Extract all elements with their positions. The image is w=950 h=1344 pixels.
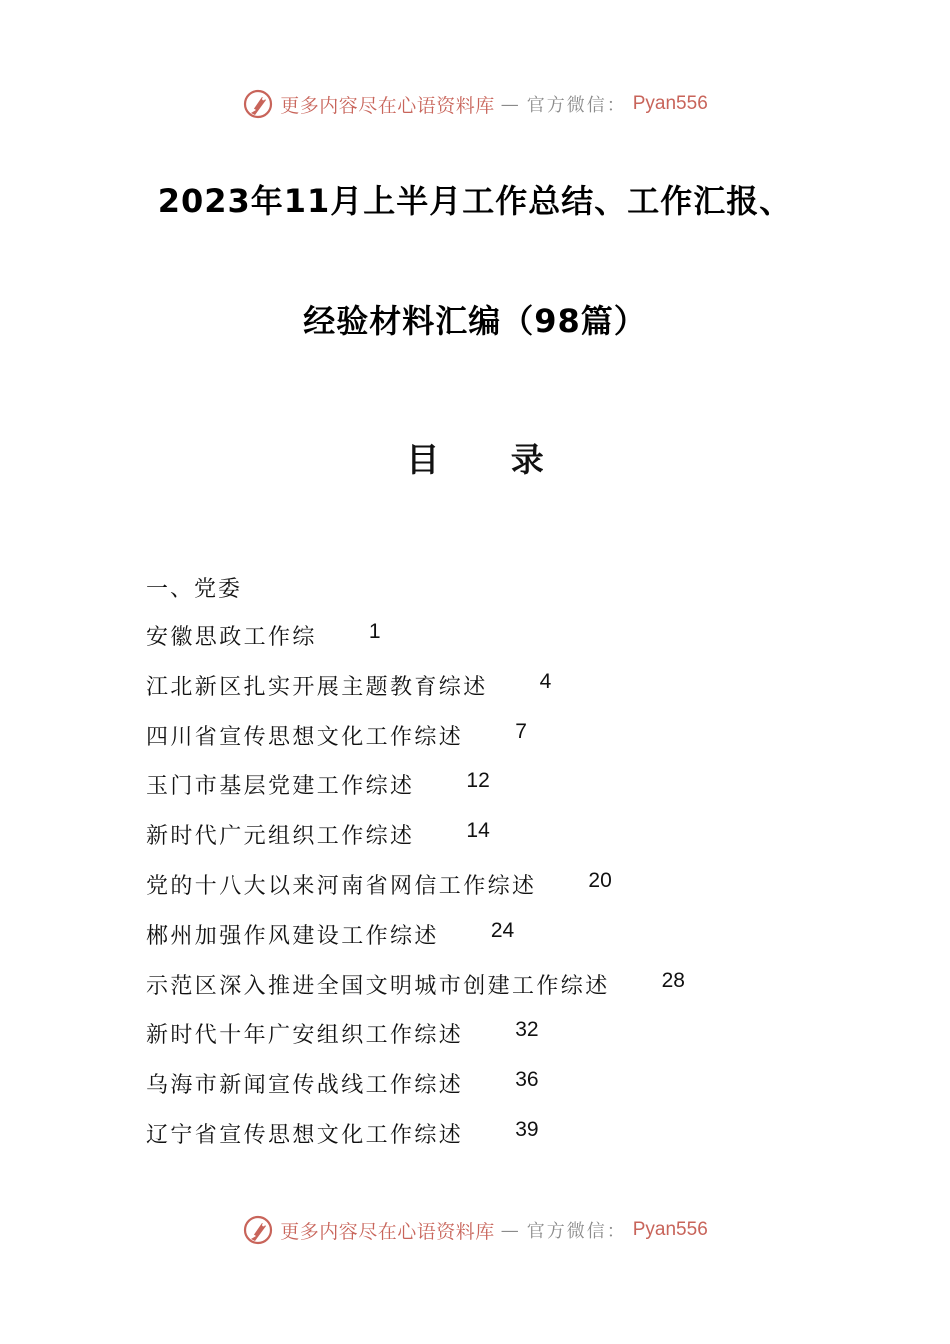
toc-entry-page: 14 xyxy=(466,819,490,843)
document-title-line-2: 经验材料汇编（98篇） xyxy=(303,302,647,340)
toc-entry-page: 36 xyxy=(515,1068,539,1092)
toc-entry-title[interactable]: 江北新区扎实开展主题教育综述 xyxy=(146,674,488,700)
toc-entry[interactable] xyxy=(146,919,685,969)
toc-entry-title[interactable]: 新时代十年广安组织工作综述 xyxy=(146,1023,464,1049)
toc-entry[interactable] xyxy=(146,869,685,919)
toc-entry[interactable] xyxy=(146,769,685,819)
toc-entry-page: 20 xyxy=(588,868,612,892)
document-title-line-1: 2023年11月上半月工作总结、工作汇报、 xyxy=(157,182,793,220)
toc-entry-title[interactable]: 郴州加强作风建设工作综述 xyxy=(146,923,439,949)
toc-entry[interactable] xyxy=(146,670,685,720)
toc-entry-page: 32 xyxy=(515,1018,539,1042)
toc-entry-title[interactable]: 乌海市新闻宣传战线工作综述 xyxy=(146,1073,464,1099)
toc-entry-title[interactable]: 玉门市基层党建工作综述 xyxy=(146,774,415,800)
toc-entry-page: 39 xyxy=(515,1117,539,1141)
toc-entry-title[interactable]: 安徽思政工作综 xyxy=(146,625,317,650)
header-watermark xyxy=(0,84,950,124)
pen-nib-logo-icon xyxy=(242,1214,274,1246)
toc-entry-page: 28 xyxy=(661,968,685,992)
toc-entry[interactable] xyxy=(146,1118,685,1168)
toc-entry[interactable] xyxy=(146,720,685,770)
toc-entry-page: 4 xyxy=(539,669,552,693)
pen-nib-logo-icon xyxy=(242,88,274,120)
toc-entry-title[interactable]: 新时代广元组织工作综述 xyxy=(146,824,415,850)
watermark-separator: — xyxy=(500,93,521,115)
toc-entry-page: 12 xyxy=(466,769,490,793)
toc-section-heading: 一、党委 xyxy=(146,577,243,602)
toc-entry-page: 24 xyxy=(490,918,515,942)
toc-entry-title[interactable]: 四川省宣传思想文化工作综述 xyxy=(146,724,464,750)
watermark-slogan: 更多内容尽在心语资料库 xyxy=(280,1220,495,1243)
watermark-slogan: 更多内容尽在心语资料库 xyxy=(280,94,495,117)
watermark-wechat-label: 官方微信： xyxy=(526,1221,627,1242)
watermark-account: Pyan556 xyxy=(632,1219,708,1240)
toc-entry-title[interactable]: 示范区深入推进全国文明城市创建工作综述 xyxy=(146,973,610,999)
toc-entry-title[interactable]: 党的十八大以来河南省网信工作综述 xyxy=(146,873,537,899)
toc-entry-title[interactable]: 辽宁省宣传思想文化工作综述 xyxy=(146,1122,464,1148)
toc-entry-page: 1 xyxy=(368,620,381,643)
toc-list xyxy=(146,620,685,1168)
toc-entry[interactable] xyxy=(146,819,685,869)
watermark-wechat-label: 官方微信： xyxy=(526,95,627,116)
toc-heading: 目 录 xyxy=(406,440,574,479)
toc-entry[interactable] xyxy=(146,1018,685,1068)
watermark-separator: — xyxy=(500,1219,521,1241)
toc-entry-page: 7 xyxy=(515,719,527,743)
watermark-account: Pyan556 xyxy=(632,93,708,114)
toc-entry[interactable] xyxy=(146,1068,685,1118)
toc-entry[interactable] xyxy=(146,969,685,1019)
toc-entry[interactable] xyxy=(146,620,685,670)
footer-watermark xyxy=(0,1210,950,1250)
